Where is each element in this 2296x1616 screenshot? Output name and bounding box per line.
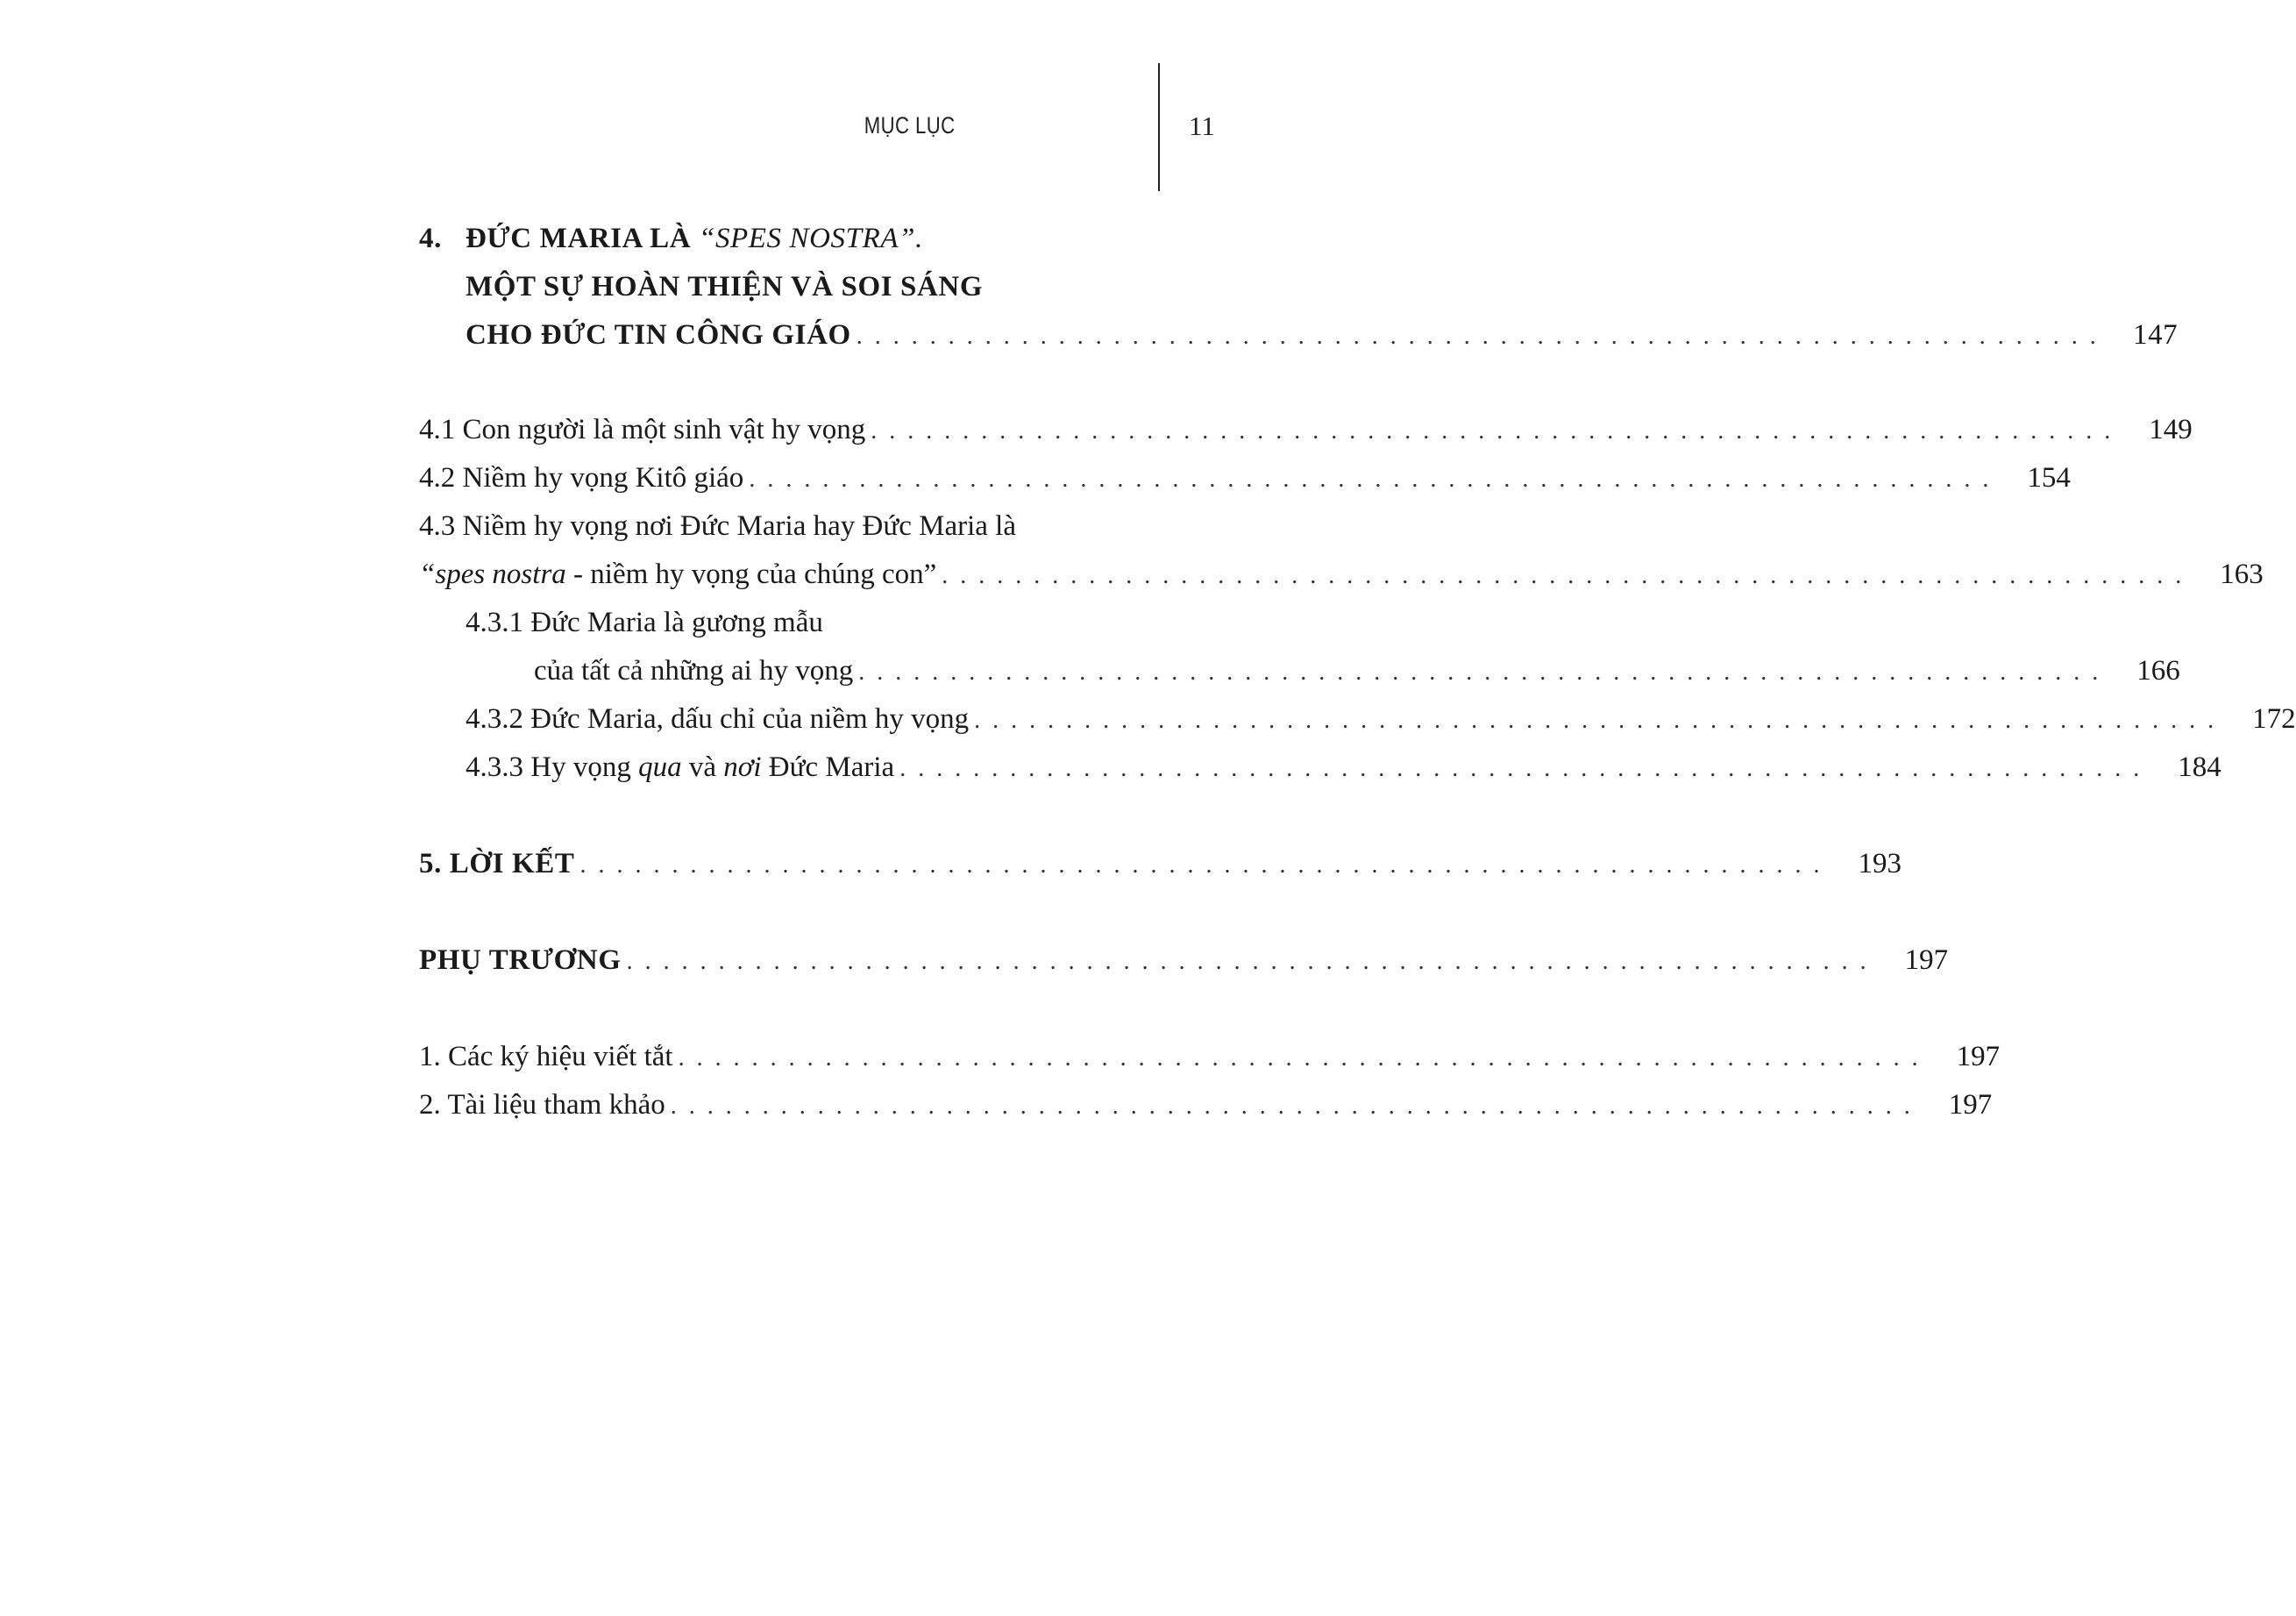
toc-entry-appendix[interactable] <box>419 936 1949 985</box>
toc-line <box>466 647 2180 695</box>
dot-leader: . . . . . . . . . . . . . . . . . . . . . . . . . . . . . . . . . . . . . . . . . . . . . . . . . . . . . . . . . . . . . . . . . . . . <box>678 1044 1922 1071</box>
toc-entry-label-italic-noi: nơi <box>723 751 762 783</box>
toc-entry-4-3-3[interactable] <box>466 744 2221 792</box>
toc-page-number: 166 <box>2136 655 2180 687</box>
toc-page-number: 154 <box>2027 462 2071 494</box>
toc-entry-label: 4.3.1 Đức Maria là gương mẫu <box>466 607 823 638</box>
toc-entry-label: 5. LỜI KẾT <box>419 848 575 879</box>
toc-entry-label-post: Đức Maria <box>761 751 895 783</box>
toc-line <box>419 263 1144 311</box>
dot-leader: . . . . . . . . . . . . . . . . . . . . . . . . . . . . . . . . . . . . . . . . . . . . . . . . . . . . . . . . . . . . . . . . . . . . <box>579 851 1823 879</box>
toc-entry-label-italic-qua: qua <box>638 751 682 783</box>
toc-entry-label: PHỤ TRƯƠNG <box>419 944 622 976</box>
running-head-title: MỤC LỤC <box>864 112 956 139</box>
toc-line <box>466 744 2221 792</box>
chapter-number: 4. <box>419 223 442 254</box>
toc-page-number: 147 <box>2132 319 2179 351</box>
toc-page-number: 197 <box>1948 1089 1993 1121</box>
dot-leader: . . . . . . . . . . . . . . . . . . . . . . . . . . . . . . . . . . . . . . . . . . . . . . . . . . . . . . . . . . . . . . . . . . . . <box>626 948 1870 975</box>
quote-open: “ <box>698 223 715 254</box>
toc-entry-label: 1. Các ký hiệu viết tắt <box>419 1041 673 1072</box>
dot-leader: . . . . . . . . . . . . . . . . . . . . . . . . . . . . . . . . . . . . . . . . . . . . . . . . . . . . . . . . . . . . . . . . . . . . <box>858 659 2101 686</box>
page-number: 11 <box>1189 110 1215 141</box>
dot-leader: . . . . . . . . . . . . . . . . . . . . . . . . . . . . . . . . . . . . . . . . . . . . . . . . . . . . . . . . . . . . . . . . . . . . <box>942 562 2185 589</box>
toc-line <box>419 502 1144 551</box>
toc-entry-appendix-2[interactable] <box>419 1081 1993 1129</box>
dot-leader: . . . . . . . . . . . . . . . . . . . . . . . . . . . . . . . . . . . . . . . . . . . . . . . . . . . . . . . . . . . . . . . . . . . . <box>871 417 2114 445</box>
quote-close: ”. <box>899 223 923 254</box>
toc-entry-label-pre: 4.3.3 Hy vọng <box>466 751 639 783</box>
toc-page-number: 184 <box>2178 751 2221 783</box>
toc-entry-label: 4.3.2 Đức Maria, dấu chỉ của niềm hy vọng <box>466 703 970 735</box>
toc-entry-label: 4.1 Con người là một sinh vật hy vọng <box>419 414 866 445</box>
toc-line <box>419 215 1144 263</box>
toc-line <box>466 695 2296 744</box>
toc-line <box>419 840 1901 888</box>
running-head-divider <box>1158 63 1160 191</box>
toc-entry-4-1[interactable] <box>419 406 2193 454</box>
toc-entry-label: 4.2 Niềm hy vọng Kitô giáo <box>419 462 744 494</box>
dot-leader: . . . . . . . . . . . . . . . . . . . . . . . . . . . . . . . . . . . . . . . . . . . . . . . . . . . . . . . . . . . . . . . . . . . . <box>670 1093 1914 1120</box>
toc-page-number: 163 <box>2220 559 2264 590</box>
toc-entry-chapter-4[interactable] <box>419 215 2179 360</box>
toc-entry-label-italic: “spes nostra <box>419 559 566 590</box>
toc-page-number: 149 <box>2149 414 2193 445</box>
chapter-title-part: ĐỨC MARIA LÀ <box>466 223 699 254</box>
toc-line <box>419 1081 1993 1129</box>
toc-entry-label-mid: và <box>681 751 724 783</box>
toc-page-number: 172 <box>2252 703 2296 735</box>
toc-line <box>419 551 2264 599</box>
toc-entry-4-2[interactable] <box>419 454 2071 502</box>
dot-leader: . . . . . . . . . . . . . . . . . . . . . . . . . . . . . . . . . . . . . . . . . . . . . . . . . . . . . . . . . . . . . . . . . . . . <box>899 755 2143 782</box>
toc-line <box>419 936 1949 985</box>
toc-line <box>419 406 2193 454</box>
toc-entry-chapter-5[interactable] <box>419 840 1901 888</box>
toc-entry-label-rest: - niềm hy vọng của chúng con” <box>565 559 937 590</box>
chapter-title-line-2: MỘT SỰ HOÀN THIỆN VÀ SOI SÁNG <box>466 271 984 303</box>
toc-line <box>419 311 2179 360</box>
toc-entry-label: 4.3 Niềm hy vọng nơi Đức Maria hay Đức Maria là <box>419 510 1016 542</box>
toc-page-number: 197 <box>1956 1041 2001 1072</box>
toc-entry-label: 2. Tài liệu tham khảo <box>419 1089 665 1121</box>
running-head <box>0 0 1616 210</box>
chapter-title-italic: SPES NOSTRA <box>714 223 899 254</box>
toc-entry-label-line-2: của tất cả những ai hy vọng <box>534 655 854 687</box>
chapter-title-line-3: CHO ĐỨC TIN CÔNG GIÁO <box>466 319 851 351</box>
toc-entry-4-3[interactable] <box>419 502 2264 599</box>
toc-line <box>466 599 1144 647</box>
toc-entry-4-3-2[interactable] <box>466 695 2296 744</box>
dot-leader: . . . . . . . . . . . . . . . . . . . . . . . . . . . . . . . . . . . . . . . . . . . . . . . . . . . . . . . . . . . . . . . . . . . . <box>974 707 2217 734</box>
toc-line <box>419 454 2071 502</box>
toc-line <box>419 1033 2001 1081</box>
toc-entry-appendix-1[interactable] <box>419 1033 2001 1081</box>
toc-entry-4-3-1[interactable] <box>466 599 2180 695</box>
dot-leader: . . . . . . . . . . . . . . . . . . . . . . . . . . . . . . . . . . . . . . . . . . . . . . . . . . . . . . . . . . . . . . . . . . . . <box>749 466 1992 493</box>
toc-page-number: 193 <box>1858 848 1901 879</box>
toc-page-number: 197 <box>1904 944 1949 976</box>
dot-leader: . . . . . . . . . . . . . . . . . . . . . . . . . . . . . . . . . . . . . . . . . . . . . . . . . . . . . . . . . . . . . . . . . . . . <box>856 323 2100 350</box>
